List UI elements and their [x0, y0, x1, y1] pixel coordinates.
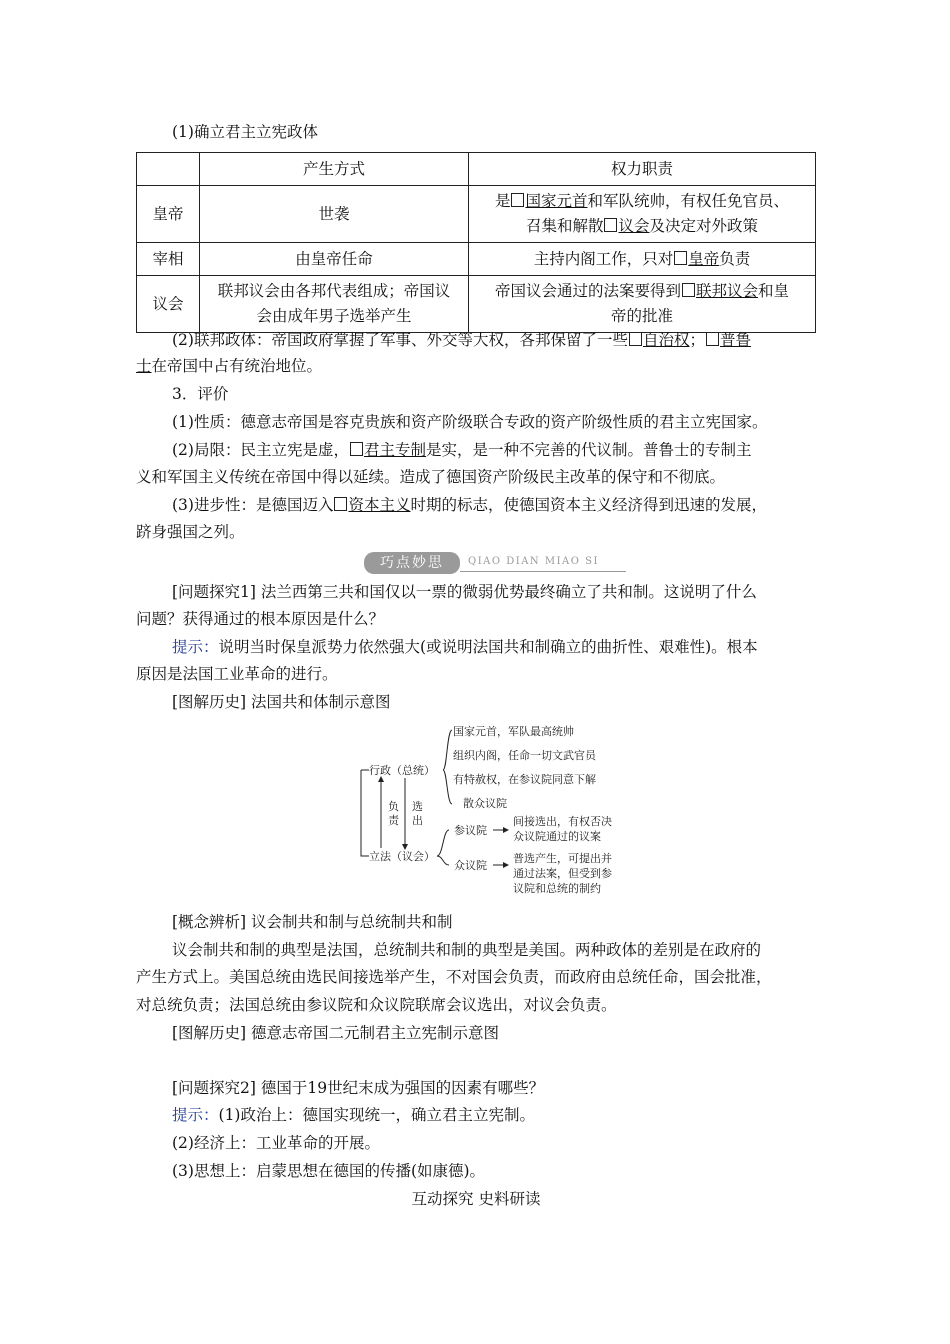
hint2 [172, 1105, 816, 1125]
question1: [问题探究1] 法兰西第三共和国仅以一票的微弱优势最终确立了共和制。这说明了什么 [172, 583, 757, 601]
eval-p2 [172, 440, 816, 460]
house-desc: 普选产生，可提出并 [513, 852, 612, 865]
cell-text: 和皇 [758, 282, 790, 300]
hint-label: 提示： [172, 638, 219, 656]
blank-box [334, 497, 347, 511]
table-header-cell [137, 153, 200, 186]
table-cell: 宰相 [137, 243, 200, 276]
hint1-cont: 原因是法国工业革命的进行。 [136, 665, 338, 683]
para-text: 时期的标志，使德国资本主义经济得到迅速的发展， [410, 496, 767, 514]
table-row [137, 186, 816, 243]
cell-text: 和军队统帅，有权任免官员、 [587, 192, 790, 210]
eval-p1: (1)性质：德意志帝国是容克贵族和资产阶级联合专政的资产阶级性质的君主立宪国家。 [172, 413, 768, 431]
para-text: 在帝国中占有统治地位。 [151, 357, 323, 375]
blank-box [350, 442, 363, 456]
blank-box [604, 218, 617, 232]
exec-duty: 散众议院 [463, 797, 507, 810]
exec-duty: 国家元首，军队最高统帅 [453, 725, 574, 738]
exec-duty: 组织内阁，任命一切文武官员 [453, 749, 596, 762]
para-text: 是实，是一种不完善的代议制。普鲁士的专制主 [425, 441, 752, 459]
answer-text: 自治权 [642, 331, 690, 349]
table-row [137, 243, 816, 276]
table-row [137, 276, 816, 333]
senate-desc: 众议院通过的议案 [513, 830, 601, 843]
answer-text: 士 [136, 357, 152, 375]
senate-node: 参议院 [454, 824, 487, 837]
concept-text: 产生方式上。美国总统由选民间接选举产生，不对国会负责，而政府由总统任命，国会批准， [136, 968, 772, 986]
table-cell: 议会 [137, 276, 200, 333]
france-republic-diagram [355, 718, 645, 903]
table-row [137, 153, 816, 186]
cell-text: 帝国议会通过的法案要得到 [494, 282, 681, 300]
legislature-node: 立法（议会） [369, 850, 435, 863]
diagram1-caption: [图解历史] 法国共和体制示意图 [172, 693, 391, 711]
table-header-cell: 产生方式 [200, 153, 469, 186]
concept-title: [概念辨析] 议会制共和制与总统制共和制 [172, 913, 453, 931]
banner-pinyin: QIAO DIAN MIAO SI [468, 556, 599, 567]
table-cell [200, 276, 469, 333]
answer-text: 皇帝 [688, 250, 720, 268]
house-node: 众议院 [454, 859, 487, 872]
federal-paragraph [172, 330, 816, 350]
answer-text: 国家元首 [525, 192, 588, 210]
table-cell: 皇帝 [137, 186, 200, 243]
house-desc: 通过法案，但受到参 [513, 867, 612, 880]
eval-p3 [172, 495, 816, 515]
hint2-text: (2)经济上：工业革命的开展。 [172, 1134, 380, 1152]
eval-p3-cont: 跻身强国之列。 [136, 523, 245, 541]
blank-box [706, 332, 719, 346]
house-desc: 议院和总统的制约 [513, 882, 601, 895]
hint-text: 说明当时保皇派势力依然强大(或说明法国共和制确立的曲折性、艰难性)。根本 [218, 638, 758, 656]
hint-text: (1)政治上：德国实现统一，确立君主立宪制。 [218, 1106, 535, 1124]
blank-box [511, 193, 524, 207]
table-cell [469, 186, 816, 243]
answer-text: 君主专制 [363, 441, 426, 459]
elect-label: 选 [412, 800, 423, 813]
banner-rule [460, 571, 626, 572]
para-text: ； [689, 331, 705, 349]
cell-text: 帝的批准 [610, 307, 673, 325]
responsible-label: 责 [388, 814, 399, 827]
table-cell: 世袭 [200, 186, 469, 243]
question2: [问题探究2] 德国于19世纪末成为强国的因素有哪些？ [172, 1079, 545, 1097]
eval-p2-cont: 义和军国主义传统在帝国中得以延续。造成了德国资产阶级民主改革的保守和不彻底。 [136, 468, 726, 486]
table-cell [469, 276, 816, 333]
section-heading: (1)确立君主立宪政体 [172, 123, 318, 141]
diagram2-caption: [图解历史] 德意志帝国二元制君主立宪制示意图 [172, 1024, 500, 1042]
eval-heading: 3．评价 [172, 385, 229, 403]
answer-text: 普鲁 [720, 331, 752, 349]
cell-text: 及决定对外政策 [649, 217, 759, 235]
concept-text: 议会制共和制的典型是法国，总统制共和制的典型是美国。两种政体的差别是在政府的 [172, 941, 762, 959]
section-banner [364, 552, 626, 574]
table-header-cell: 权力职责 [469, 153, 816, 186]
table-cell: 由皇帝任命 [200, 243, 469, 276]
constitution-table [136, 152, 816, 333]
cell-text: 召集和解散 [525, 217, 604, 235]
answer-text: 资本主义 [348, 496, 411, 514]
para-text: (2)局限：民主立宪是虚， [172, 441, 349, 459]
elect-label: 出 [412, 814, 423, 827]
hint1 [172, 637, 816, 657]
concept-text: 对总统负责；法国总统由参议院和众议院联席会议选出，对议会负责。 [136, 996, 617, 1014]
federal-paragraph-cont [136, 356, 816, 376]
blank-box [682, 283, 695, 297]
cell-text: 是 [494, 192, 511, 210]
table-cell [469, 243, 816, 276]
hint2-text: (3)思想上：启蒙思想在德国的传播(如康德)。 [172, 1162, 486, 1180]
footer-title: 互动探究 史料研读 [411, 1190, 541, 1208]
blank-box [674, 251, 687, 265]
cell-text: 主持内阁工作，只对 [533, 250, 674, 268]
answer-text: 联邦议会 [695, 282, 758, 300]
exec-duty: 有特赦权，在参议院同意下解 [453, 773, 596, 786]
blank-box [629, 332, 642, 346]
responsible-label: 负 [388, 800, 399, 813]
cell-text: 会由成年男子选举产生 [256, 307, 412, 325]
hint-label: 提示： [172, 1106, 219, 1124]
para-text: (2)联邦政体：帝国政府掌握了军事、外交等大权，各邦保留了一些 [172, 331, 628, 349]
exec-node: 行政（总统） [369, 764, 435, 777]
answer-text: 议会 [618, 217, 650, 235]
question1-cont: 问题？获得通过的根本原因是什么？ [136, 610, 385, 628]
banner-title: 巧点妙思 [364, 552, 460, 574]
cell-text: 联邦议会由各邦代表组成；帝国议 [217, 282, 451, 300]
cell-text: 负责 [719, 250, 751, 268]
para-text: (3)进步性：是德国迈入 [172, 496, 334, 514]
senate-desc: 间接选出，有权否决 [513, 815, 612, 828]
